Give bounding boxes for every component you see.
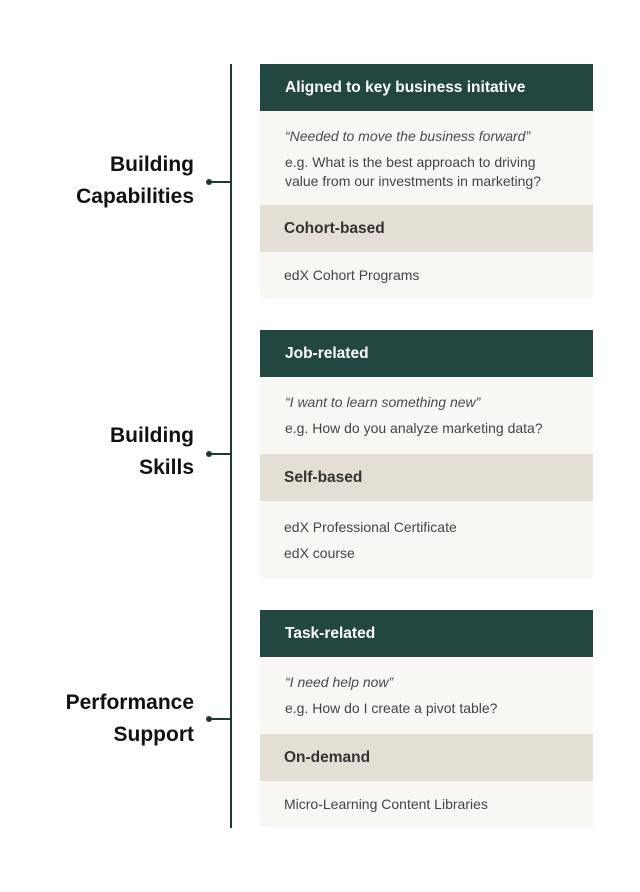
delivery-mode: Self-based bbox=[260, 454, 593, 501]
section-title-line: Building bbox=[110, 424, 194, 447]
card-body bbox=[260, 657, 593, 734]
connector-skills bbox=[209, 453, 230, 455]
section-title-skills bbox=[0, 420, 194, 484]
card-quote: “I want to learn something new” bbox=[285, 394, 481, 410]
section-title-line: Skills bbox=[139, 456, 194, 479]
section-title-line: Building bbox=[110, 153, 194, 176]
section-title-line: Support bbox=[113, 723, 194, 746]
connector-dot bbox=[206, 179, 212, 185]
offering-item: edX course bbox=[284, 545, 355, 561]
offerings-list bbox=[260, 501, 593, 578]
offering-item: edX Professional Certificate bbox=[284, 519, 457, 535]
section-title-capabilities bbox=[0, 149, 194, 213]
card-example: e.g. What is the best approach to driving value from our investments in marketing? bbox=[285, 154, 541, 189]
card-body bbox=[260, 377, 593, 454]
connector-performance bbox=[209, 718, 230, 720]
offering-item: Micro-Learning Content Libraries bbox=[284, 796, 488, 812]
card-example: e.g. How do you analyze marketing data? bbox=[285, 420, 543, 436]
delivery-mode: On-demand bbox=[260, 734, 593, 781]
offerings-list bbox=[260, 252, 593, 298]
section-title-line: Performance bbox=[65, 691, 194, 714]
offering-item: edX Cohort Programs bbox=[284, 267, 420, 283]
card-quote: “I need help now” bbox=[285, 674, 394, 690]
connector-dot bbox=[206, 716, 212, 722]
offerings-list bbox=[260, 781, 593, 827]
section-title-line: Capabilities bbox=[76, 185, 194, 208]
card-skills bbox=[260, 330, 593, 578]
card-body bbox=[260, 111, 593, 205]
card-performance bbox=[260, 610, 593, 827]
timeline-line bbox=[230, 64, 232, 828]
card-header: Task-related bbox=[260, 610, 593, 657]
connector-dot bbox=[206, 451, 212, 457]
delivery-mode: Cohort-based bbox=[260, 205, 593, 252]
section-title-performance bbox=[0, 687, 194, 751]
card-header: Job-related bbox=[260, 330, 593, 377]
card-header: Aligned to key business initative bbox=[260, 64, 593, 111]
card-quote: “Needed to move the business forward” bbox=[285, 128, 531, 144]
card-capabilities bbox=[260, 64, 593, 298]
card-example: e.g. How do I create a pivot table? bbox=[285, 700, 498, 716]
connector-capabilities bbox=[209, 181, 230, 183]
